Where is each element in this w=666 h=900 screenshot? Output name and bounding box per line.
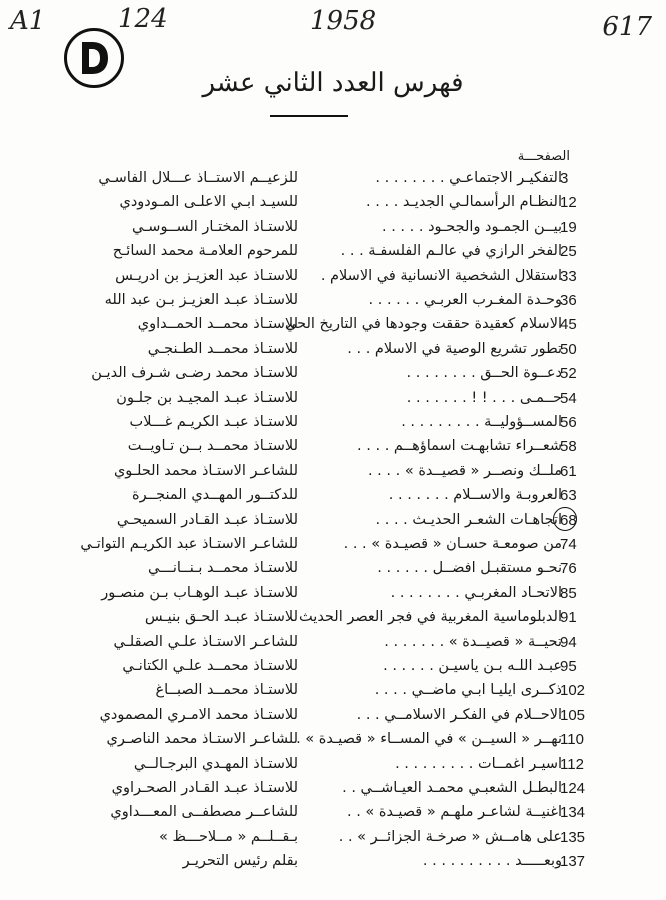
toc-row [0, 609, 666, 633]
toc-row [0, 829, 666, 853]
toc-article-title: على هامــش « صرخـة الجزائــر » . . [338, 828, 562, 845]
toc-article-title: اسيـر اغمــات . . . . . . . . . [395, 755, 562, 772]
toc-author: للسيـد ابـي الاعلـى المـودودي [119, 194, 298, 211]
toc-row [0, 365, 666, 389]
toc-page-number: 135 [560, 828, 586, 846]
toc-article-title: وحـدة المغـرب العربـي . . . . . . [368, 292, 562, 308]
toc-article-title: دعــوة الحــق . . . . . . . . [406, 365, 562, 382]
page-title: فهرس العدد الثاني عشر [202, 68, 464, 98]
toc-author: للاستـاذ محمــد علـي الكتانـي [122, 658, 298, 674]
toc-page-number: 110 [560, 731, 584, 749]
toc-row [0, 463, 666, 487]
toc-author: للاستـاذ المهـدي البرجـالــي [133, 755, 298, 772]
toc-page-number: 124 [560, 780, 586, 797]
toc-author: للاستـاذ عبد العزيـز بن ادريـس [115, 267, 298, 284]
toc-author: للاستـاذ عبـد المجيـد بن جلـون [116, 389, 298, 406]
toc-author: للاستـاذ عبـد القـادر السميحـي [116, 511, 298, 528]
toc-author: للشاعـر الاستـاذ محمد الناصـري [106, 731, 298, 748]
toc-page-number: 76 [560, 560, 577, 578]
toc-page-number: 52 [560, 365, 577, 383]
toc-author: للمرحوم العلامـة محمد السائـح [112, 243, 298, 260]
toc-row [0, 170, 666, 194]
toc-article-title: ذكــرى ايليـا ابـي ماضــي . . . . [374, 682, 562, 699]
toc-author: للاستـاذ عبـد العزيـز بـن عبد الله [104, 292, 298, 308]
toc-article-title: نهــر « السيــن » في المســاء « قصيـدة » . [296, 731, 562, 748]
toc-author: للزعيــم الاستــاذ عـــلال الفاسـي [98, 170, 298, 186]
toc-author: بـقــلــم « مــلاحـــظ » [158, 828, 298, 845]
toc-article-title: التفكيـر الاجتماعـي . . . . . . . . [375, 170, 562, 186]
toc-row [0, 658, 666, 682]
toc-author: للدكتــور المهــدي المنجــرة [132, 487, 298, 504]
toc-page-number: 102 [560, 682, 586, 700]
toc-page-number: 105 [560, 706, 586, 724]
toc-page-number: 68 [560, 512, 594, 529]
toc-article-title: عبـد اللـه بـن ياسيـن . . . . . . [383, 658, 562, 674]
toc-article-title: اتجاهـات الشعـر الحديـث . . . . [375, 511, 562, 528]
toc-page-number: 33 [560, 267, 577, 285]
toc-page-number: 3 [560, 170, 569, 187]
toc-article-title: استقلال الشخصية الانسانية في الاسلام . [320, 267, 562, 284]
toc-article-title: النظـام الرأسمالـي الجديـد . . . . [366, 194, 562, 211]
toc-page-number: 137 [560, 853, 586, 871]
toc-author: للاستـاذ محمــد الصبــاغ [155, 682, 298, 699]
toc-row [0, 682, 666, 706]
title-underline [270, 115, 348, 117]
toc-page-number: 45 [560, 316, 577, 334]
toc-page-number: 12 [560, 194, 577, 212]
toc-article-title: الاحــلام في الفكـر الاسلامــي . . . [356, 706, 562, 723]
toc-row [0, 780, 666, 804]
toc-row [0, 512, 666, 536]
toc-author: للاستـاذ عبـد القـادر الصحـراوي [111, 780, 298, 796]
toc-row [0, 634, 666, 658]
toc-author: للشاعـر الاستـاذ محمد الحلـوي [113, 462, 298, 479]
toc-page-number: 134 [560, 804, 586, 822]
toc-row [0, 414, 666, 438]
toc-article-title: تطور تشريع الوصية في الاسلام . . . [347, 340, 562, 357]
toc-row [0, 853, 666, 877]
toc-page-number: 63 [560, 487, 577, 505]
toc-article-title: وبعـــــد . . . . . . . . . . [422, 853, 562, 870]
toc-row [0, 316, 666, 340]
toc-author: للاستـاذ محمــد الطـنجـي [147, 340, 298, 357]
toc-page-number: 25 [560, 243, 577, 261]
toc-page-number: 50 [560, 340, 577, 358]
toc-page-number: 56 [560, 414, 577, 431]
toc-article-title: حــمـى . . . ! ! . . . . . . . [406, 389, 562, 406]
toc-row [0, 390, 666, 414]
toc-author: للاستـاذ المختـار الســوسـي [131, 218, 298, 235]
toc-article-title: نحـو مستقبـل افضــل . . . . . . [377, 560, 562, 577]
toc-author: للاستـاذ عبـد الكريـم غـــلاب [129, 414, 298, 430]
toc-article-title: الاسلام كعقيدة حققت وجودها في التاريخ الحي [285, 316, 562, 333]
handwritten-year: 1958 [310, 6, 377, 36]
toc-row [0, 438, 666, 462]
toc-row [0, 731, 666, 755]
toc-row [0, 536, 666, 560]
toc-article-title: الفخر الرازي في عالـم الفلسفـة . . . [340, 243, 562, 260]
toc-article-title: العروبـة والاســلام . . . . . . . [388, 487, 562, 504]
toc-author: للشاعـر الاستـاذ علـي الصقلـي [113, 633, 298, 650]
toc-row [0, 707, 666, 731]
toc-page-number: 58 [560, 438, 577, 456]
toc-row [0, 194, 666, 218]
toc-author: للاستـاذ محمــد بـنــانـــي [148, 560, 298, 577]
toc-article-title: بيــن الجمـود والجحـود . . . . . [381, 218, 562, 235]
toc-row [0, 804, 666, 828]
toc-article-title: ملــك ونصــر « قصيــدة » . . . . [367, 462, 562, 479]
toc-row [0, 560, 666, 584]
toc-row [0, 585, 666, 609]
toc-page-number: 112 [560, 755, 584, 773]
toc-author: للاستـاذ عبـد الوهـاب بـن منصـور [101, 584, 298, 601]
toc-author: للاستـاذ محمد الامـري المصمودي [99, 706, 298, 723]
toc-page-number: 91 [560, 609, 577, 627]
toc-author: للشاعــر مصطفــى المعـــداوي [110, 804, 298, 821]
toc-article-title: البطـل الشعبـي محمـد العيـاشــي . . [342, 780, 562, 796]
toc-article-title: المســؤوليــة . . . . . . . . . [401, 414, 562, 430]
toc-row [0, 756, 666, 780]
toc-article-title: اغنيــة لشاعـر ملهـم « قصيـدة » . . [346, 804, 562, 821]
page-column-label: الصفحـــة [517, 149, 570, 164]
toc-author: للاستـاذ محمــد الحمــداوي [137, 316, 298, 333]
handwritten-number: 124 [118, 4, 168, 34]
toc-article-title: الدبلوماسية المغربية في فجر العصر الحديث . [289, 609, 562, 626]
toc-row [0, 219, 666, 243]
toc-row [0, 268, 666, 292]
handwritten-code: A1 [10, 6, 46, 36]
toc-author: للاستـاذ عبـد الحـق بنيـس [144, 609, 298, 626]
toc-row [0, 292, 666, 316]
toc-page-number: 85 [560, 584, 577, 602]
toc-row [0, 243, 666, 267]
toc-page-number: 36 [560, 292, 577, 309]
toc-author: للاستـاذ محمد رضـى شـرف الديـن [91, 365, 298, 382]
toc-author: للشاعـر الاستـاذ عبد الكريـم التواتـي [80, 536, 298, 552]
toc-article-title: الاتحـاد المغربـي . . . . . . . . [390, 584, 562, 601]
toc-author: بقلم رئيس التحريـر [182, 853, 298, 870]
toc-page-number: 94 [560, 633, 577, 651]
toc-article-title: شعــراء تشابهـت اسماؤهــم . . . . [357, 438, 562, 455]
toc-page-number: 61 [560, 462, 577, 480]
toc-article-title: تحيــة « قصيــدة » . . . . . . . [384, 633, 562, 650]
toc-article-title: من صومعـة حسـان « قصيـدة » . . . [343, 536, 562, 552]
toc-row [0, 341, 666, 365]
toc-page-number: 74 [560, 536, 577, 553]
toc-page-number: 95 [560, 658, 577, 675]
toc-page-number: 54 [560, 389, 577, 407]
handwritten-page-number: 617 [602, 12, 652, 42]
toc-page-number: 19 [560, 218, 577, 236]
toc-author: للاستـاذ محمــد بــن تـاويــت [127, 438, 298, 455]
